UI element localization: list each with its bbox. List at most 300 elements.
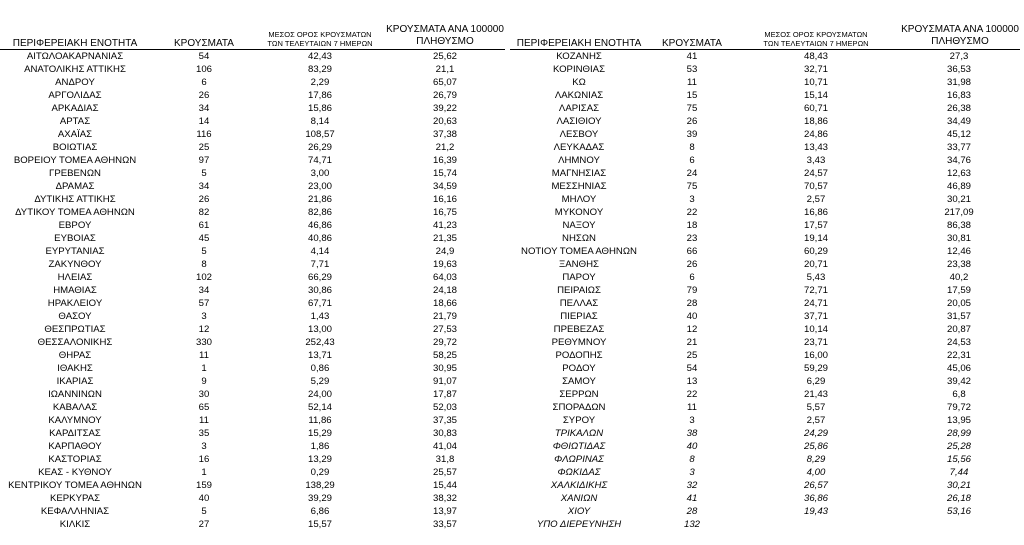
- table-row: [0, 376, 510, 388]
- avg-7day-cell: 3,00: [310, 168, 330, 179]
- region-cell: ΚΕΝΤΡΙΚΟΥ ΤΟΜΕΑ ΑΘΗΝΩΝ: [8, 480, 142, 491]
- avg-7day-cell: 2,57: [806, 194, 826, 205]
- cases-cell: 8: [201, 259, 207, 270]
- avg-7day-cell: 24,57: [803, 168, 828, 179]
- per-100k-cell: 34,59: [432, 181, 457, 192]
- per-100k-cell: 36,53: [946, 64, 971, 75]
- region-cell: ΠΕΛΛΑΣ: [559, 298, 599, 309]
- per-100k-cell: 30,95: [432, 363, 457, 374]
- table-row: [0, 311, 510, 323]
- table-row: [0, 454, 510, 466]
- region-cell: ΑΝΑΤΟΛΙΚΗΣ ΑΤΤΙΚΗΣ: [24, 64, 126, 75]
- region-cell: ΡΕΘΥΜΝΟΥ: [551, 337, 607, 348]
- table-row: [0, 298, 510, 310]
- cases-cell: 54: [198, 51, 210, 62]
- per-100k-cell: 41,04: [432, 441, 457, 452]
- region-cell: ΚΕΑΣ - ΚΥΘΝΟΥ: [38, 467, 112, 478]
- avg-7day-cell: 26,29: [307, 142, 332, 153]
- region-cell: ΜΑΓΝΗΣΙΑΣ: [551, 168, 607, 179]
- cases-cell: 23: [686, 233, 698, 244]
- cases-cell: 3: [689, 415, 695, 426]
- header-per100k-line1: ΚΡΟΥΣΜΑΤΑ ΑΝΑ 100000: [901, 24, 1019, 35]
- region-cell: ΙΘΑΚΗΣ: [57, 363, 93, 374]
- per-100k-cell: 21,2: [435, 142, 455, 153]
- cases-cell: 8: [689, 142, 695, 153]
- region-cell: ΕΒΡΟΥ: [58, 220, 92, 231]
- avg-7day-cell: 19,43: [803, 506, 828, 517]
- avg-7day-cell: 6,29: [806, 376, 826, 387]
- table-row: [0, 467, 510, 479]
- per-100k-cell: 31,8: [435, 454, 455, 465]
- avg-7day-cell: 8,29: [806, 454, 826, 465]
- avg-7day-cell: 0,29: [310, 467, 330, 478]
- region-cell: ΚΙΛΚΙΣ: [59, 519, 91, 530]
- header-avg-line2: ΤΩΝ ΤΕΛΕΥΤΑΙΩΝ 7 ΗΜΕΡΩΝ: [267, 39, 373, 48]
- cases-cell: 25: [686, 350, 698, 361]
- table-row: [0, 181, 510, 193]
- per-100k-cell: 20,87: [946, 324, 971, 335]
- region-cell: ΠΑΡΟΥ: [562, 272, 596, 283]
- table-row: [0, 493, 510, 505]
- avg-7day-cell: 13,00: [307, 324, 332, 335]
- per-100k-cell: 26,38: [946, 103, 971, 114]
- table-row: [510, 324, 1020, 336]
- table-row: [0, 259, 510, 271]
- region-cell: ΛΕΥΚΑΔΑΣ: [553, 142, 605, 153]
- table-row: [510, 519, 1020, 531]
- avg-7day-cell: 15,86: [307, 103, 332, 114]
- per-100k-cell: 79,72: [946, 402, 971, 413]
- region-cell: ΑΙΤΩΛΟΑΚΑΡΝΑΝΙΑΣ: [26, 51, 124, 62]
- region-cell: ΣΕΡΡΩΝ: [559, 389, 599, 400]
- avg-7day-cell: 39,29: [307, 493, 332, 504]
- region-cell: ΦΩΚΙΔΑΣ: [557, 467, 601, 478]
- avg-7day-cell: 10,71: [803, 77, 828, 88]
- avg-7day-cell: 6,86: [310, 506, 330, 517]
- avg-7day-cell: 60,29: [803, 246, 828, 257]
- region-cell: ΑΝΔΡΟΥ: [55, 77, 95, 88]
- per-100k-cell: 22,31: [946, 350, 971, 361]
- per-100k-cell: 26,79: [432, 90, 457, 101]
- cases-cell: 3: [689, 194, 695, 205]
- table-row: [510, 272, 1020, 284]
- table-row: [0, 155, 510, 167]
- region-cell: ΝΑΞΟΥ: [562, 220, 596, 231]
- table-row: [510, 285, 1020, 297]
- per-100k-cell: 27,3: [949, 51, 969, 62]
- region-cell: ΛΑΚΩΝΙΑΣ: [554, 90, 604, 101]
- table-row: [0, 64, 510, 76]
- table-row: [0, 220, 510, 232]
- table-row: [510, 155, 1020, 167]
- avg-7day-cell: 252,43: [305, 337, 335, 348]
- cases-cell: 45: [198, 233, 210, 244]
- table-row: [510, 207, 1020, 219]
- per-100k-cell: 21,1: [435, 64, 455, 75]
- table-row: [0, 350, 510, 362]
- cases-cell: 26: [198, 90, 210, 101]
- per-100k-cell: 33,57: [432, 519, 457, 530]
- table-row: [0, 207, 510, 219]
- region-cell: ΚΩ: [572, 77, 586, 88]
- per-100k-cell: 41,23: [432, 220, 457, 231]
- avg-7day-cell: 25,86: [803, 441, 828, 452]
- table-row: [0, 402, 510, 414]
- avg-7day-cell: 72,71: [803, 285, 828, 296]
- per-100k-cell: 23,38: [946, 259, 971, 270]
- avg-7day-cell: 2,57: [806, 415, 826, 426]
- per-100k-cell: 12,46: [946, 246, 971, 257]
- cases-cell: 18: [686, 220, 698, 231]
- region-cell: ΝΗΣΩΝ: [562, 233, 596, 244]
- cases-cell: 27: [198, 519, 210, 530]
- header-per100k-line1: ΚΡΟΥΣΜΑΤΑ ΑΝΑ 100000: [386, 24, 504, 35]
- cases-cell: 34: [198, 285, 210, 296]
- cases-cell: 3: [201, 311, 207, 322]
- per-100k-cell: 17,59: [946, 285, 971, 296]
- table-row: [510, 168, 1020, 180]
- avg-7day-cell: 66,29: [307, 272, 332, 283]
- region-cell: ΣΥΡΟΥ: [562, 415, 596, 426]
- region-cell: ΝΟΤΙΟΥ ΤΟΜΕΑ ΑΘΗΝΩΝ: [521, 246, 637, 257]
- cases-cell: 34: [198, 103, 210, 114]
- per-100k-cell: 18,66: [432, 298, 457, 309]
- region-cell: ΧΙΟΥ: [567, 506, 591, 517]
- per-100k-cell: 15,44: [432, 480, 457, 491]
- per-100k-cell: 24,9: [435, 246, 455, 257]
- table-row: [510, 220, 1020, 232]
- cases-cell: 116: [196, 129, 212, 140]
- per-100k-cell: 39,22: [432, 103, 457, 114]
- per-100k-cell: 33,77: [946, 142, 971, 153]
- cases-cell: 38: [686, 428, 698, 439]
- avg-7day-cell: 8,14: [310, 116, 330, 127]
- avg-7day-cell: 1,86: [310, 441, 330, 452]
- region-cell: ΑΡΤΑΣ: [59, 116, 91, 127]
- per-100k-cell: 30,21: [946, 480, 971, 491]
- region-cell: ΖΑΚΥΝΘΟΥ: [48, 259, 102, 270]
- header-avg-line1: ΜΕΣΟΣ ΟΡΟΣ ΚΡΟΥΣΜΑΤΩΝ: [268, 30, 372, 39]
- avg-7day-cell: 83,29: [307, 64, 332, 75]
- avg-7day-cell: 21,86: [307, 194, 332, 205]
- cases-cell: 25: [198, 142, 210, 153]
- avg-7day-cell: 5,43: [806, 272, 826, 283]
- region-cell: ΛΕΣΒΟΥ: [559, 129, 599, 140]
- region-cell: ΘΕΣΣΑΛΟΝΙΚΗΣ: [37, 337, 113, 348]
- per-100k-cell: 7,44: [949, 467, 969, 478]
- per-100k-cell: 16,16: [432, 194, 457, 205]
- per-100k-cell: 27,53: [432, 324, 457, 335]
- cases-cell: 6: [689, 155, 695, 166]
- avg-7day-cell: 13,71: [307, 350, 332, 361]
- region-cell: ΚΟΡΙΝΘΙΑΣ: [552, 64, 606, 75]
- region-cell: ΛΗΜΝΟΥ: [558, 155, 600, 166]
- avg-7day-cell: 46,86: [307, 220, 332, 231]
- region-cell: ΚΑΒΑΛΑΣ: [52, 402, 98, 413]
- region-cell: ΤΡΙΚΑΛΩΝ: [554, 428, 604, 439]
- table-row: [0, 389, 510, 401]
- region-cell: ΞΑΝΘΗΣ: [559, 259, 599, 270]
- table-row: [510, 298, 1020, 310]
- table-row: [510, 246, 1020, 258]
- avg-7day-cell: 23,71: [803, 337, 828, 348]
- table-row: [510, 441, 1020, 453]
- cases-cell: 40: [686, 441, 698, 452]
- avg-7day-cell: 13,43: [803, 142, 828, 153]
- cases-cell: 40: [198, 493, 210, 504]
- cases-cell: 132: [683, 519, 700, 530]
- per-100k-cell: 13,95: [946, 415, 971, 426]
- cases-cell: 34: [198, 181, 210, 192]
- table-row: [510, 90, 1020, 102]
- region-cell: ΒΟΙΩΤΙΑΣ: [52, 142, 98, 153]
- per-100k-cell: 20,63: [432, 116, 457, 127]
- table-row: [510, 376, 1020, 388]
- cases-cell: 57: [198, 298, 210, 309]
- per-100k-cell: 37,35: [432, 415, 457, 426]
- table-row: [510, 467, 1020, 479]
- header-region: ΠΕΡΙΦΕΡΕΙΑΚΗ ΕΝΟΤΗΤΑ: [516, 38, 642, 49]
- table-row: [0, 77, 510, 89]
- per-100k-cell: 39,42: [946, 376, 971, 387]
- per-100k-cell: 46,89: [946, 181, 971, 192]
- avg-7day-cell: 52,14: [307, 402, 332, 413]
- avg-7day-cell: 2,29: [310, 77, 330, 88]
- avg-7day-cell: 48,43: [803, 51, 828, 62]
- header-region: ΠΕΡΙΦΕΡΕΙΑΚΗ ΕΝΟΤΗΤΑ: [12, 38, 138, 49]
- region-cell: ΠΕΙΡΑΙΩΣ: [557, 285, 601, 296]
- region-cell: ΔΥΤΙΚΟΥ ΤΟΜΕΑ ΑΘΗΝΩΝ: [15, 207, 135, 218]
- cases-cell: 12: [686, 324, 698, 335]
- region-cell: ΔΥΤΙΚΗΣ ΑΤΤΙΚΗΣ: [34, 194, 116, 205]
- avg-7day-cell: 11,86: [308, 415, 332, 426]
- table-row: [0, 233, 510, 245]
- per-100k-cell: 64,03: [432, 272, 457, 283]
- cases-cell: 24: [686, 168, 698, 179]
- region-cell: ΑΡΓΟΛΙΔΑΣ: [48, 90, 102, 101]
- avg-7day-cell: 74,71: [307, 155, 332, 166]
- avg-7day-cell: 0,86: [310, 363, 330, 374]
- region-cell: ΜΕΣΣΗΝΙΑΣ: [551, 181, 607, 192]
- table-row: [0, 90, 510, 102]
- cases-cell: 28: [686, 506, 698, 517]
- cases-cell: 35: [198, 428, 210, 439]
- avg-7day-cell: 19,14: [803, 233, 828, 244]
- cases-cell: 8: [689, 454, 695, 465]
- region-cell: ΠΡΕΒΕΖΑΣ: [553, 324, 605, 335]
- cases-cell: 6: [201, 77, 207, 88]
- avg-7day-cell: 36,86: [803, 493, 828, 504]
- cases-cell: 330: [195, 337, 212, 348]
- region-cell: ΚΑΣΤΟΡΙΑΣ: [48, 454, 102, 465]
- avg-7day-cell: 24,86: [803, 129, 828, 140]
- cases-cell: 12: [198, 324, 210, 335]
- avg-7day-cell: 23,00: [307, 181, 332, 192]
- region-cell: ΧΑΝΙΩΝ: [560, 493, 598, 504]
- per-100k-cell: 24,18: [432, 285, 457, 296]
- cases-cell: 9: [201, 376, 207, 387]
- per-100k-cell: 31,57: [946, 311, 971, 322]
- table-row: [0, 142, 510, 154]
- region-cell: ΚΑΡΔΙΤΣΑΣ: [49, 428, 101, 439]
- avg-7day-cell: 59,29: [803, 363, 828, 374]
- avg-7day-cell: 4,00: [806, 467, 826, 478]
- table-row: [0, 519, 510, 531]
- table-row: [510, 129, 1020, 141]
- table-row: [510, 103, 1020, 115]
- cases-cell: 41: [686, 51, 698, 62]
- cases-cell: 15: [686, 90, 698, 101]
- region-cell: ΘΑΣΟΥ: [58, 311, 92, 322]
- table-row: [510, 142, 1020, 154]
- region-cell: ΚΑΡΠΑΘΟΥ: [48, 441, 102, 452]
- per-100k-cell: 45,12: [946, 129, 971, 140]
- cases-cell: 22: [686, 389, 698, 400]
- avg-7day-cell: 37,71: [803, 311, 828, 322]
- cases-cell: 28: [686, 298, 698, 309]
- region-cell: ΙΩΑΝΝΙΝΩΝ: [48, 389, 102, 400]
- avg-7day-cell: 5,57: [806, 402, 826, 413]
- per-100k-cell: 26,18: [946, 493, 971, 504]
- per-100k-cell: 20,05: [946, 298, 971, 309]
- region-cell: ΓΡΕΒΕΝΩΝ: [49, 168, 101, 179]
- cases-cell: 26: [686, 116, 698, 127]
- table-row: [0, 285, 510, 297]
- region-cell: ΙΚΑΡΙΑΣ: [56, 376, 94, 387]
- cases-cell: 65: [198, 402, 210, 413]
- table-row: [510, 389, 1020, 401]
- table-row: [510, 259, 1020, 271]
- table-row: [0, 441, 510, 453]
- avg-7day-cell: 17,86: [307, 90, 332, 101]
- avg-7day-cell: 70,57: [803, 181, 828, 192]
- cases-cell: 54: [686, 363, 698, 374]
- table-row: [0, 324, 510, 336]
- avg-7day-cell: 5,29: [310, 376, 330, 387]
- cases-cell: 82: [198, 207, 210, 218]
- region-cell: ΕΥΒΟΙΑΣ: [54, 233, 96, 244]
- cases-cell: 3: [201, 441, 207, 452]
- table-row: [0, 480, 510, 492]
- cases-cell: 5: [201, 168, 207, 179]
- table-row: [510, 181, 1020, 193]
- per-100k-cell: 34,76: [946, 155, 971, 166]
- region-cell: ΔΡΑΜΑΣ: [55, 181, 95, 192]
- per-100k-cell: 91,07: [432, 376, 457, 387]
- region-cell: ΡΟΔΟΠΗΣ: [555, 350, 603, 361]
- cases-cell: 32: [686, 480, 698, 491]
- avg-7day-cell: 24,00: [307, 389, 332, 400]
- per-100k-cell: 25,57: [432, 467, 457, 478]
- region-cell: ΑΡΚΑΔΙΑΣ: [51, 103, 99, 114]
- region-cell: ΣΑΜΟΥ: [562, 376, 596, 387]
- header-per100k-line2: ΠΛΗΘΥΣΜΟ: [931, 36, 989, 47]
- cases-cell: 61: [198, 220, 210, 231]
- table-row: [0, 428, 510, 440]
- cases-cell: 3: [689, 467, 695, 478]
- avg-7day-cell: 60,71: [803, 103, 828, 114]
- table-row: [510, 428, 1020, 440]
- avg-7day-cell: 108,57: [305, 129, 335, 140]
- region-cell: ΘΗΡΑΣ: [58, 350, 92, 361]
- table-row: [0, 194, 510, 206]
- table-row: [510, 454, 1020, 466]
- table-row: [510, 51, 1020, 63]
- cases-cell: 22: [686, 207, 698, 218]
- region-cell: ΡΟΔΟΥ: [562, 363, 596, 374]
- cases-cell: 97: [198, 155, 210, 166]
- region-cell: ΒΟΡΕΙΟΥ ΤΟΜΕΑ ΑΘΗΝΩΝ: [13, 155, 137, 166]
- table-row: [510, 233, 1020, 245]
- table-row: [0, 116, 510, 128]
- per-100k-cell: 15,74: [432, 168, 457, 179]
- avg-7day-cell: 15,14: [803, 90, 828, 101]
- region-cell: ΚΕΦΑΛΛΗΝΙΑΣ: [40, 506, 110, 517]
- table-row: [510, 311, 1020, 323]
- region-cell: ΚΟΖΑΝΗΣ: [556, 51, 602, 62]
- table-row: [0, 363, 510, 375]
- per-100k-cell: 52,03: [432, 402, 457, 413]
- table-row: [0, 415, 510, 427]
- per-100k-cell: 15,56: [946, 454, 971, 465]
- cases-cell: 75: [686, 103, 698, 114]
- cases-cell: 5: [201, 246, 207, 257]
- table-row: [510, 415, 1020, 427]
- per-100k-cell: 31,98: [946, 77, 971, 88]
- region-cell: ΚΕΡΚΥΡΑΣ: [49, 493, 100, 504]
- region-cell: ΘΕΣΠΡΩΤΙΑΣ: [44, 324, 106, 335]
- avg-7day-cell: 18,86: [803, 116, 828, 127]
- avg-7day-cell: 30,86: [307, 285, 332, 296]
- per-100k-cell: 28,99: [946, 428, 971, 439]
- cases-cell: 1: [201, 467, 207, 478]
- cases-cell: 106: [195, 64, 212, 75]
- cases-cell: 26: [198, 194, 210, 205]
- per-100k-cell: 53,16: [946, 506, 971, 517]
- avg-7day-cell: 26,57: [803, 480, 828, 491]
- per-100k-cell: 16,83: [946, 90, 971, 101]
- table-row: [0, 506, 510, 518]
- region-cell: ΑΧΑΪΑΣ: [57, 129, 93, 140]
- header-cases: ΚΡΟΥΣΜΑΤΑ: [662, 38, 722, 49]
- cases-cell: 13: [686, 376, 698, 387]
- avg-7day-cell: 17,57: [803, 220, 828, 231]
- region-cell: ΥΠΟ ΔΙΕΡΕΥΝΗΣΗ: [536, 519, 622, 530]
- avg-7day-cell: 24,71: [803, 298, 828, 309]
- avg-7day-cell: 15,29: [307, 428, 332, 439]
- avg-7day-cell: 138,29: [305, 480, 335, 491]
- cases-cell: 41: [686, 493, 698, 504]
- cases-cell: 16: [198, 454, 210, 465]
- avg-7day-cell: 16,86: [803, 207, 828, 218]
- avg-7day-cell: 67,71: [307, 298, 332, 309]
- table-row: [510, 350, 1020, 362]
- region-cell: ΕΥΡΥΤΑΝΙΑΣ: [45, 246, 105, 257]
- per-100k-cell: 37,38: [432, 129, 457, 140]
- avg-7day-cell: 15,57: [307, 519, 332, 530]
- table-row: [510, 506, 1020, 518]
- table-row: [0, 103, 510, 115]
- table-row: [510, 493, 1020, 505]
- table-row: [0, 129, 510, 141]
- per-100k-cell: 21,79: [432, 311, 457, 322]
- region-cell: ΣΠΟΡΑΔΩΝ: [552, 402, 606, 413]
- region-cell: ΜΥΚΟΝΟΥ: [554, 207, 604, 218]
- cases-cell: 11: [199, 350, 209, 361]
- per-100k-cell: 65,07: [432, 77, 457, 88]
- cases-cell: 11: [199, 415, 209, 426]
- table-row: [0, 51, 510, 63]
